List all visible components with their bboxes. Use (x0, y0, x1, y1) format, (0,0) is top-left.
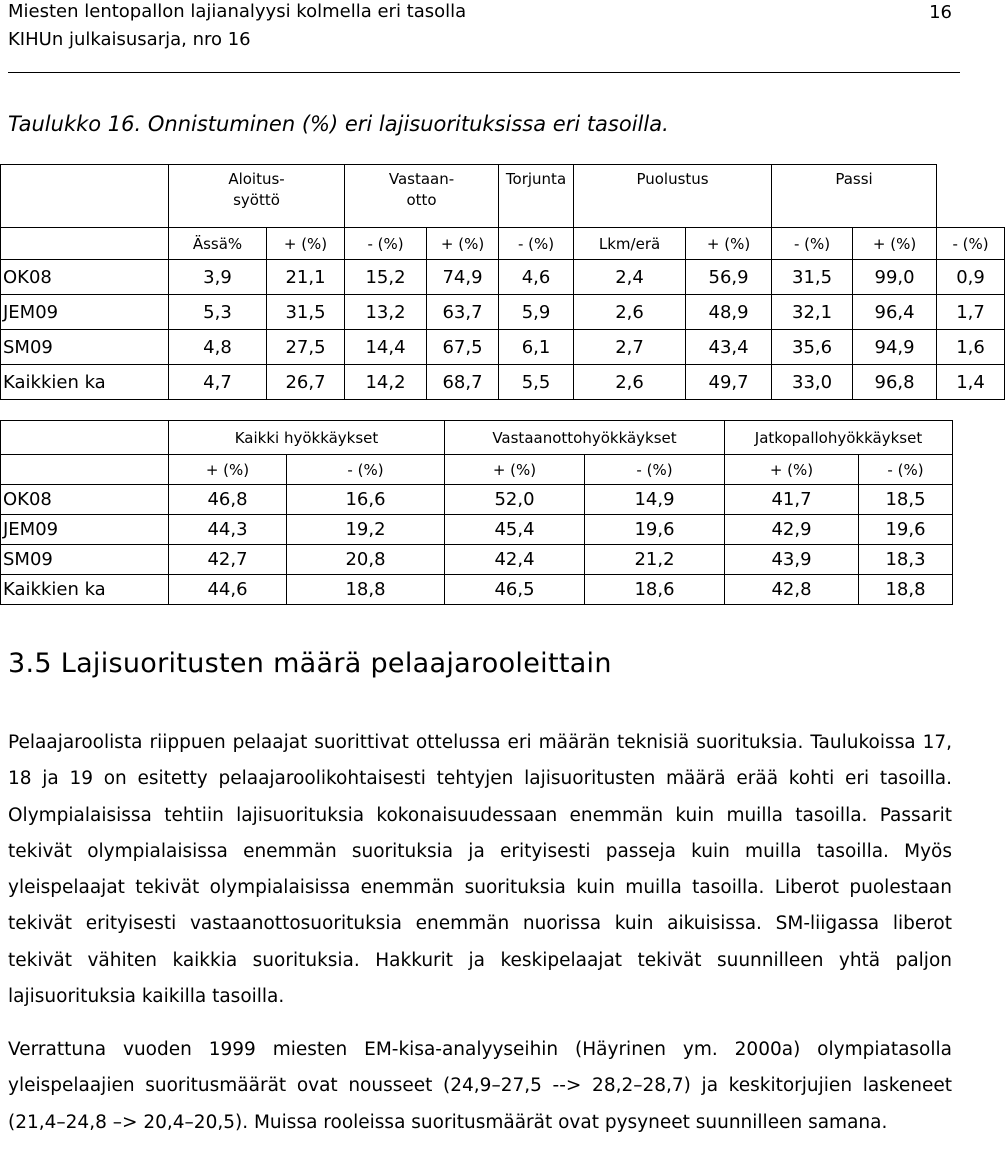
table-cell: 68,7 (427, 365, 499, 400)
table-row (1, 485, 953, 515)
table-cell: 2,6 (574, 295, 686, 330)
table-cell: 67,5 (427, 330, 499, 365)
table-cell: 31,5 (772, 260, 853, 295)
table-cell: 74,9 (427, 260, 499, 295)
running-header-title: Miesten lentopallon lajianalyysi kolmella eri tasolla (8, 1, 467, 22)
table-cell: 96,4 (853, 295, 937, 330)
page-number: 16 (929, 2, 952, 23)
table-row (1, 365, 1005, 400)
table-cell: 5,3 (169, 295, 267, 330)
column-subheader: - (%) (772, 228, 853, 260)
column-subheader: + (%) (267, 228, 345, 260)
header-rule (8, 72, 960, 73)
table-cell: 1,6 (937, 330, 1005, 365)
table-cell: 21,2 (585, 545, 725, 575)
table-cell: 4,6 (499, 260, 574, 295)
table-cell: 46,8 (169, 485, 287, 515)
table-cell: 45,4 (445, 515, 585, 545)
table-cell: 94,9 (853, 330, 937, 365)
table-cell: 14,2 (345, 365, 427, 400)
body-paragraph: Verrattuna vuoden 1999 miesten EM-kisa-analyyseihin (Häyrinen ym. 2000a) olympiatasolla yleispelaajien suoritusmäärät ovat nousseet (24,9–27,5 --> 28,2–28,7) ja keskitorjujien laskeneet (21,4–24,8 –> 20,4–20,5). Muissa rooleissa suoritusmäärät ovat pysyneet suunnilleen samana. (8, 1039, 952, 1133)
table-subheader-row (1, 228, 1005, 260)
table-cell: 42,8 (725, 575, 859, 605)
table-cell: 2,7 (574, 330, 686, 365)
column-subheader: + (%) (445, 455, 585, 485)
header-blank-cell (1, 165, 169, 228)
group-header-jatkopallohyokkaykset: Jatkopallohyökkäykset (725, 421, 953, 455)
table-cell: 14,9 (585, 485, 725, 515)
column-subheader: - (%) (345, 228, 427, 260)
table-cell: 19,6 (585, 515, 725, 545)
group-header-aloitussyotto: Aloitus- syöttö (169, 165, 345, 228)
table-cell: 13,2 (345, 295, 427, 330)
table-cell: 18,6 (585, 575, 725, 605)
table-cell: 96,8 (853, 365, 937, 400)
table-header-row (1, 165, 1005, 228)
table-cell: 52,0 (445, 485, 585, 515)
table-row (1, 260, 1005, 295)
group-header-passi: Passi (772, 165, 937, 228)
column-subheader: - (%) (585, 455, 725, 485)
table-cell: 46,5 (445, 575, 585, 605)
table-cell: 41,7 (725, 485, 859, 515)
table-cell: 16,6 (287, 485, 445, 515)
table-cell: 43,9 (725, 545, 859, 575)
subheader-blank-cell (1, 455, 169, 485)
table-cell: 99,0 (853, 260, 937, 295)
row-label: OK08 (1, 260, 169, 295)
table-cell: 48,9 (686, 295, 772, 330)
table-cell: 6,1 (499, 330, 574, 365)
row-label: Kaikkien ka (1, 575, 169, 605)
table-cell: 5,5 (499, 365, 574, 400)
table-cell: 1,7 (937, 295, 1005, 330)
column-subheader: + (%) (169, 455, 287, 485)
column-subheader: - (%) (499, 228, 574, 260)
table-body (1, 455, 953, 605)
success-table-attacks (0, 420, 953, 605)
table-body (1, 228, 1005, 400)
table-cell: 4,7 (169, 365, 267, 400)
column-subheader: + (%) (686, 228, 772, 260)
table-row (1, 575, 953, 605)
table-cell: 32,1 (772, 295, 853, 330)
table-cell: 33,0 (772, 365, 853, 400)
table-cell: 18,3 (859, 545, 953, 575)
table-cell: 3,9 (169, 260, 267, 295)
body-paragraph: Pelaajaroolista riippuen pelaajat suorittivat ottelussa eri määrän teknisiä suorituksia. Taulukoissa 17, 18 ja 19 on esitetty pelaajaroolikohtaisesti tehtyjen lajisuoritusten määrä erää kohti eri tasoilla. Olympialaisissa tehtiin lajisuorituksia kokonaisuudessaan enemmän kuin muilla tasoilla. Passarit tekivät olympialaisissa enemmän suorituksia ja erityisesti passeja kuin muilla tasoilla. Myös yleispelaajat tekivät olympialaisissa enemmän suorituksia kuin muilla tasoilla. Liberot puolestaan tekivät erityisesti vastaanottosuorituksia enemmän nuorissa kuin aikuisissa. SM-liigassa liberot tekivät vähiten kaikkia suorituksia. Hakkurit ja keskipelaajat tekivät suunnilleen yhtä paljon lajisuorituksia kaikilla tasoilla. (8, 732, 952, 1008)
row-label: SM09 (1, 545, 169, 575)
table-cell: 49,7 (686, 365, 772, 400)
row-label: JEM09 (1, 295, 169, 330)
table-cell: 43,4 (686, 330, 772, 365)
table-cell: 21,1 (267, 260, 345, 295)
row-label: SM09 (1, 330, 169, 365)
table-cell: 2,6 (574, 365, 686, 400)
table-cell: 20,8 (287, 545, 445, 575)
table-subheader-row (1, 455, 953, 485)
table-caption: Taulukko 16. Onnistuminen (%) eri lajisuorituksissa eri tasoilla. (8, 112, 669, 136)
column-subheader: + (%) (427, 228, 499, 260)
table-cell: 31,5 (267, 295, 345, 330)
column-subheader: Ässä% (169, 228, 267, 260)
column-subheader: Lkm/erä (574, 228, 686, 260)
column-subheader: - (%) (287, 455, 445, 485)
table-cell: 1,4 (937, 365, 1005, 400)
column-subheader: - (%) (937, 228, 1005, 260)
table-cell: 27,5 (267, 330, 345, 365)
table-cell: 44,3 (169, 515, 287, 545)
column-subheader: + (%) (725, 455, 859, 485)
table-cell: 19,6 (859, 515, 953, 545)
table-cell: 19,2 (287, 515, 445, 545)
table-header-row (1, 421, 953, 455)
group-header-vastaanotto: Vastaan- otto (345, 165, 499, 228)
table-cell: 18,8 (859, 575, 953, 605)
subheader-blank-cell (1, 228, 169, 260)
running-header-series: KIHUn julkaisusarja, nro 16 (8, 29, 251, 50)
column-subheader: + (%) (853, 228, 937, 260)
table-cell: 44,6 (169, 575, 287, 605)
table-cell: 4,8 (169, 330, 267, 365)
table-cell: 56,9 (686, 260, 772, 295)
table-cell: 14,4 (345, 330, 427, 365)
group-header-torjunta: Torjunta (499, 165, 574, 228)
success-table-skills (0, 164, 1005, 400)
table-cell: 26,7 (267, 365, 345, 400)
group-header-puolustus: Puolustus (574, 165, 772, 228)
table-row (1, 330, 1005, 365)
table-cell: 42,4 (445, 545, 585, 575)
table-cell: 15,2 (345, 260, 427, 295)
table-cell: 18,5 (859, 485, 953, 515)
table-cell: 63,7 (427, 295, 499, 330)
table-cell: 0,9 (937, 260, 1005, 295)
table-cell: 2,4 (574, 260, 686, 295)
table-cell: 18,8 (287, 575, 445, 605)
row-label: OK08 (1, 485, 169, 515)
section-heading: 3.5 Lajisuoritusten määrä pelaajarooleittain (8, 648, 612, 679)
table-row (1, 515, 953, 545)
table-cell: 42,7 (169, 545, 287, 575)
table-row (1, 545, 953, 575)
group-header-kaikki: Kaikki hyökkäykset (169, 421, 445, 455)
row-label: JEM09 (1, 515, 169, 545)
table-cell: 42,9 (725, 515, 859, 545)
column-subheader: - (%) (859, 455, 953, 485)
table-cell: 5,9 (499, 295, 574, 330)
row-label: Kaikkien ka (1, 365, 169, 400)
table-row (1, 295, 1005, 330)
header-blank-cell (1, 421, 169, 455)
group-header-vastaanottohyokkaykset: Vastaanottohyökkäykset (445, 421, 725, 455)
table-cell: 35,6 (772, 330, 853, 365)
